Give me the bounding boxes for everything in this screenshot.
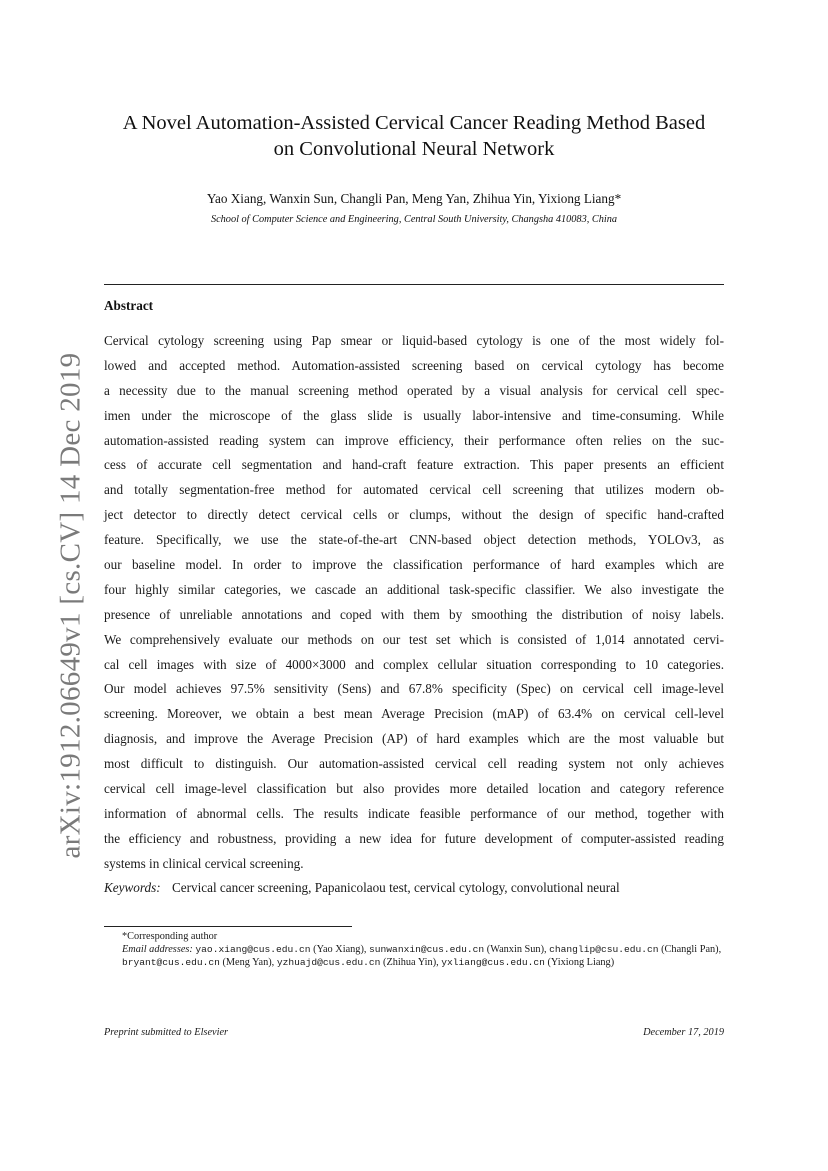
paper-page xyxy=(104,110,724,1038)
abstract-line: Our model achieves 97.5% sensitivity (Sens) and 67.8% specificity (Spec) on cervical cell image-level xyxy=(104,681,724,697)
title-line-1: A Novel Automation-Assisted Cervical Cancer Reading Method Based xyxy=(122,112,706,134)
abstract-line: feature. Specifically, we use the state-of-the-art CNN-based object detection methods, YOLOv3, as xyxy=(104,532,724,548)
abstract-line: lowed and accepted method. Automation-assisted screening based on cervical cytology has become xyxy=(104,357,724,373)
abstract-body xyxy=(104,329,724,877)
email-label: Email addresses: xyxy=(122,944,193,956)
abstract-line: four highly similar categories, we cascade an additional task-specific classifier. We also investigate the xyxy=(104,581,724,597)
abstract-line: presence of unreliable annotations and coped with them by smoothing the distribution of noisy labels. xyxy=(104,606,724,622)
abstract-line: and totally segmentation-free method for automated cervical cell screening that utilizes modern ob- xyxy=(104,482,724,498)
abstract-line: systems in clinical cervical screening. xyxy=(104,855,304,871)
abstract-line: ject detector to directly detect cervical cells or clumps, without the design of specific hand-crafted xyxy=(104,507,724,523)
abstract-line: cervical cell image-level classification but also provides more detailed location and category reference xyxy=(104,781,724,797)
email-owner-name: (Yao Xiang), xyxy=(313,944,367,956)
abstract-line: our baseline model. In order to improve the classification performance of hard examples which are xyxy=(104,557,724,573)
abstract-top-rule xyxy=(104,284,724,285)
arxiv-identifier-stamp xyxy=(36,352,106,858)
abstract-line: cal cell images with size of 4000×3000 and complex cellular situation corresponding to 10 categories. xyxy=(104,656,724,672)
email-owner-name: (Yixiong Liang) xyxy=(547,957,615,969)
email-owner-name: (Wanxin Sun), xyxy=(486,944,547,956)
email-address[interactable]: bryant@cus.edu.cn xyxy=(122,957,220,969)
footnote-rule xyxy=(104,926,352,927)
email-addresses xyxy=(104,943,724,969)
author-list: Yao Xiang, Wanxin Sun, Changli Pan, Meng Yan, Zhihua Yin, Yixiong Liang* xyxy=(206,191,622,206)
abstract-line: We comprehensively evaluate our methods on our test set which is consisted of 1,014 annotated cervi- xyxy=(104,631,724,647)
abstract-line: diagnosis, and improve the Average Precision (AP) of hard examples which are the most valuable but xyxy=(104,731,724,747)
email-address[interactable]: yxliang@cus.edu.cn xyxy=(441,957,545,969)
keywords xyxy=(104,880,620,896)
abstract-line: Cervical cytology screening using Pap smear or liquid-based cytology is one of the most widely fol- xyxy=(104,333,724,348)
email-owner-name: (Changli Pan), xyxy=(661,944,722,956)
abstract-line: cess of accurate cell segmentation and hand-craft feature extraction. This paper presents an efficient xyxy=(104,457,724,473)
abstract-line: most difficult to distinguish. Our automation-assisted cervical cell reading system not only achieves xyxy=(104,756,724,772)
email-owner-name: (Zhihua Yin), xyxy=(383,957,439,969)
email-address[interactable]: changlip@csu.edu.cn xyxy=(549,944,659,956)
abstract-line: a necessity due to the manual screening method operated by a visual analysis for cervical cell spec- xyxy=(104,382,724,398)
page-footer xyxy=(104,1027,724,1038)
arxiv-identifier-text: arXiv:1912.06649v1 [cs.CV] 14 Dec 2019 xyxy=(54,352,87,858)
email-owner-name: (Meng Yan), xyxy=(222,957,275,969)
email-address[interactable]: yzhuajd@cus.edu.cn xyxy=(276,957,381,969)
email-address[interactable]: sunwanxin@cus.edu.cn xyxy=(369,944,485,956)
abstract-line: screening. Moreover, we obtain a best mean Average Precision (mAP) of 63.4% on cervical cell-level xyxy=(104,706,724,722)
corresponding-author-note: *Corresponding author xyxy=(122,931,218,942)
affiliation: School of Computer Science and Engineering, Central South University, Changsha 410083, China xyxy=(210,214,618,225)
footer-date: December 17, 2019 xyxy=(643,1027,724,1038)
abstract-line: imen under the microscope of the glass slide is usually labor-intensive and time-consuming. While xyxy=(104,407,724,423)
abstract-line: automation-assisted reading system can improve efficiency, their performance often relies on the suc- xyxy=(104,432,724,448)
keywords-label: Keywords: xyxy=(104,880,161,895)
email-address[interactable]: yao.xiang@cus.edu.cn xyxy=(195,944,311,956)
keywords-text: Cervical cancer screening, Papanicolaou test, cervical cytology, convolutional neural xyxy=(171,880,620,895)
abstract-line: the efficiency and robustness, providing a new idea for future development of computer-assisted reading xyxy=(104,830,724,846)
abstract-line: information of abnormal cells. The results indicate feasible performance of our method, together with xyxy=(104,805,724,821)
footnotes xyxy=(104,930,724,970)
paper-title xyxy=(104,110,724,162)
footer-preprint-note: Preprint submitted to Elsevier xyxy=(104,1027,229,1038)
title-line-2: on Convolutional Neural Network xyxy=(273,138,555,160)
abstract-heading: Abstract xyxy=(104,298,154,313)
